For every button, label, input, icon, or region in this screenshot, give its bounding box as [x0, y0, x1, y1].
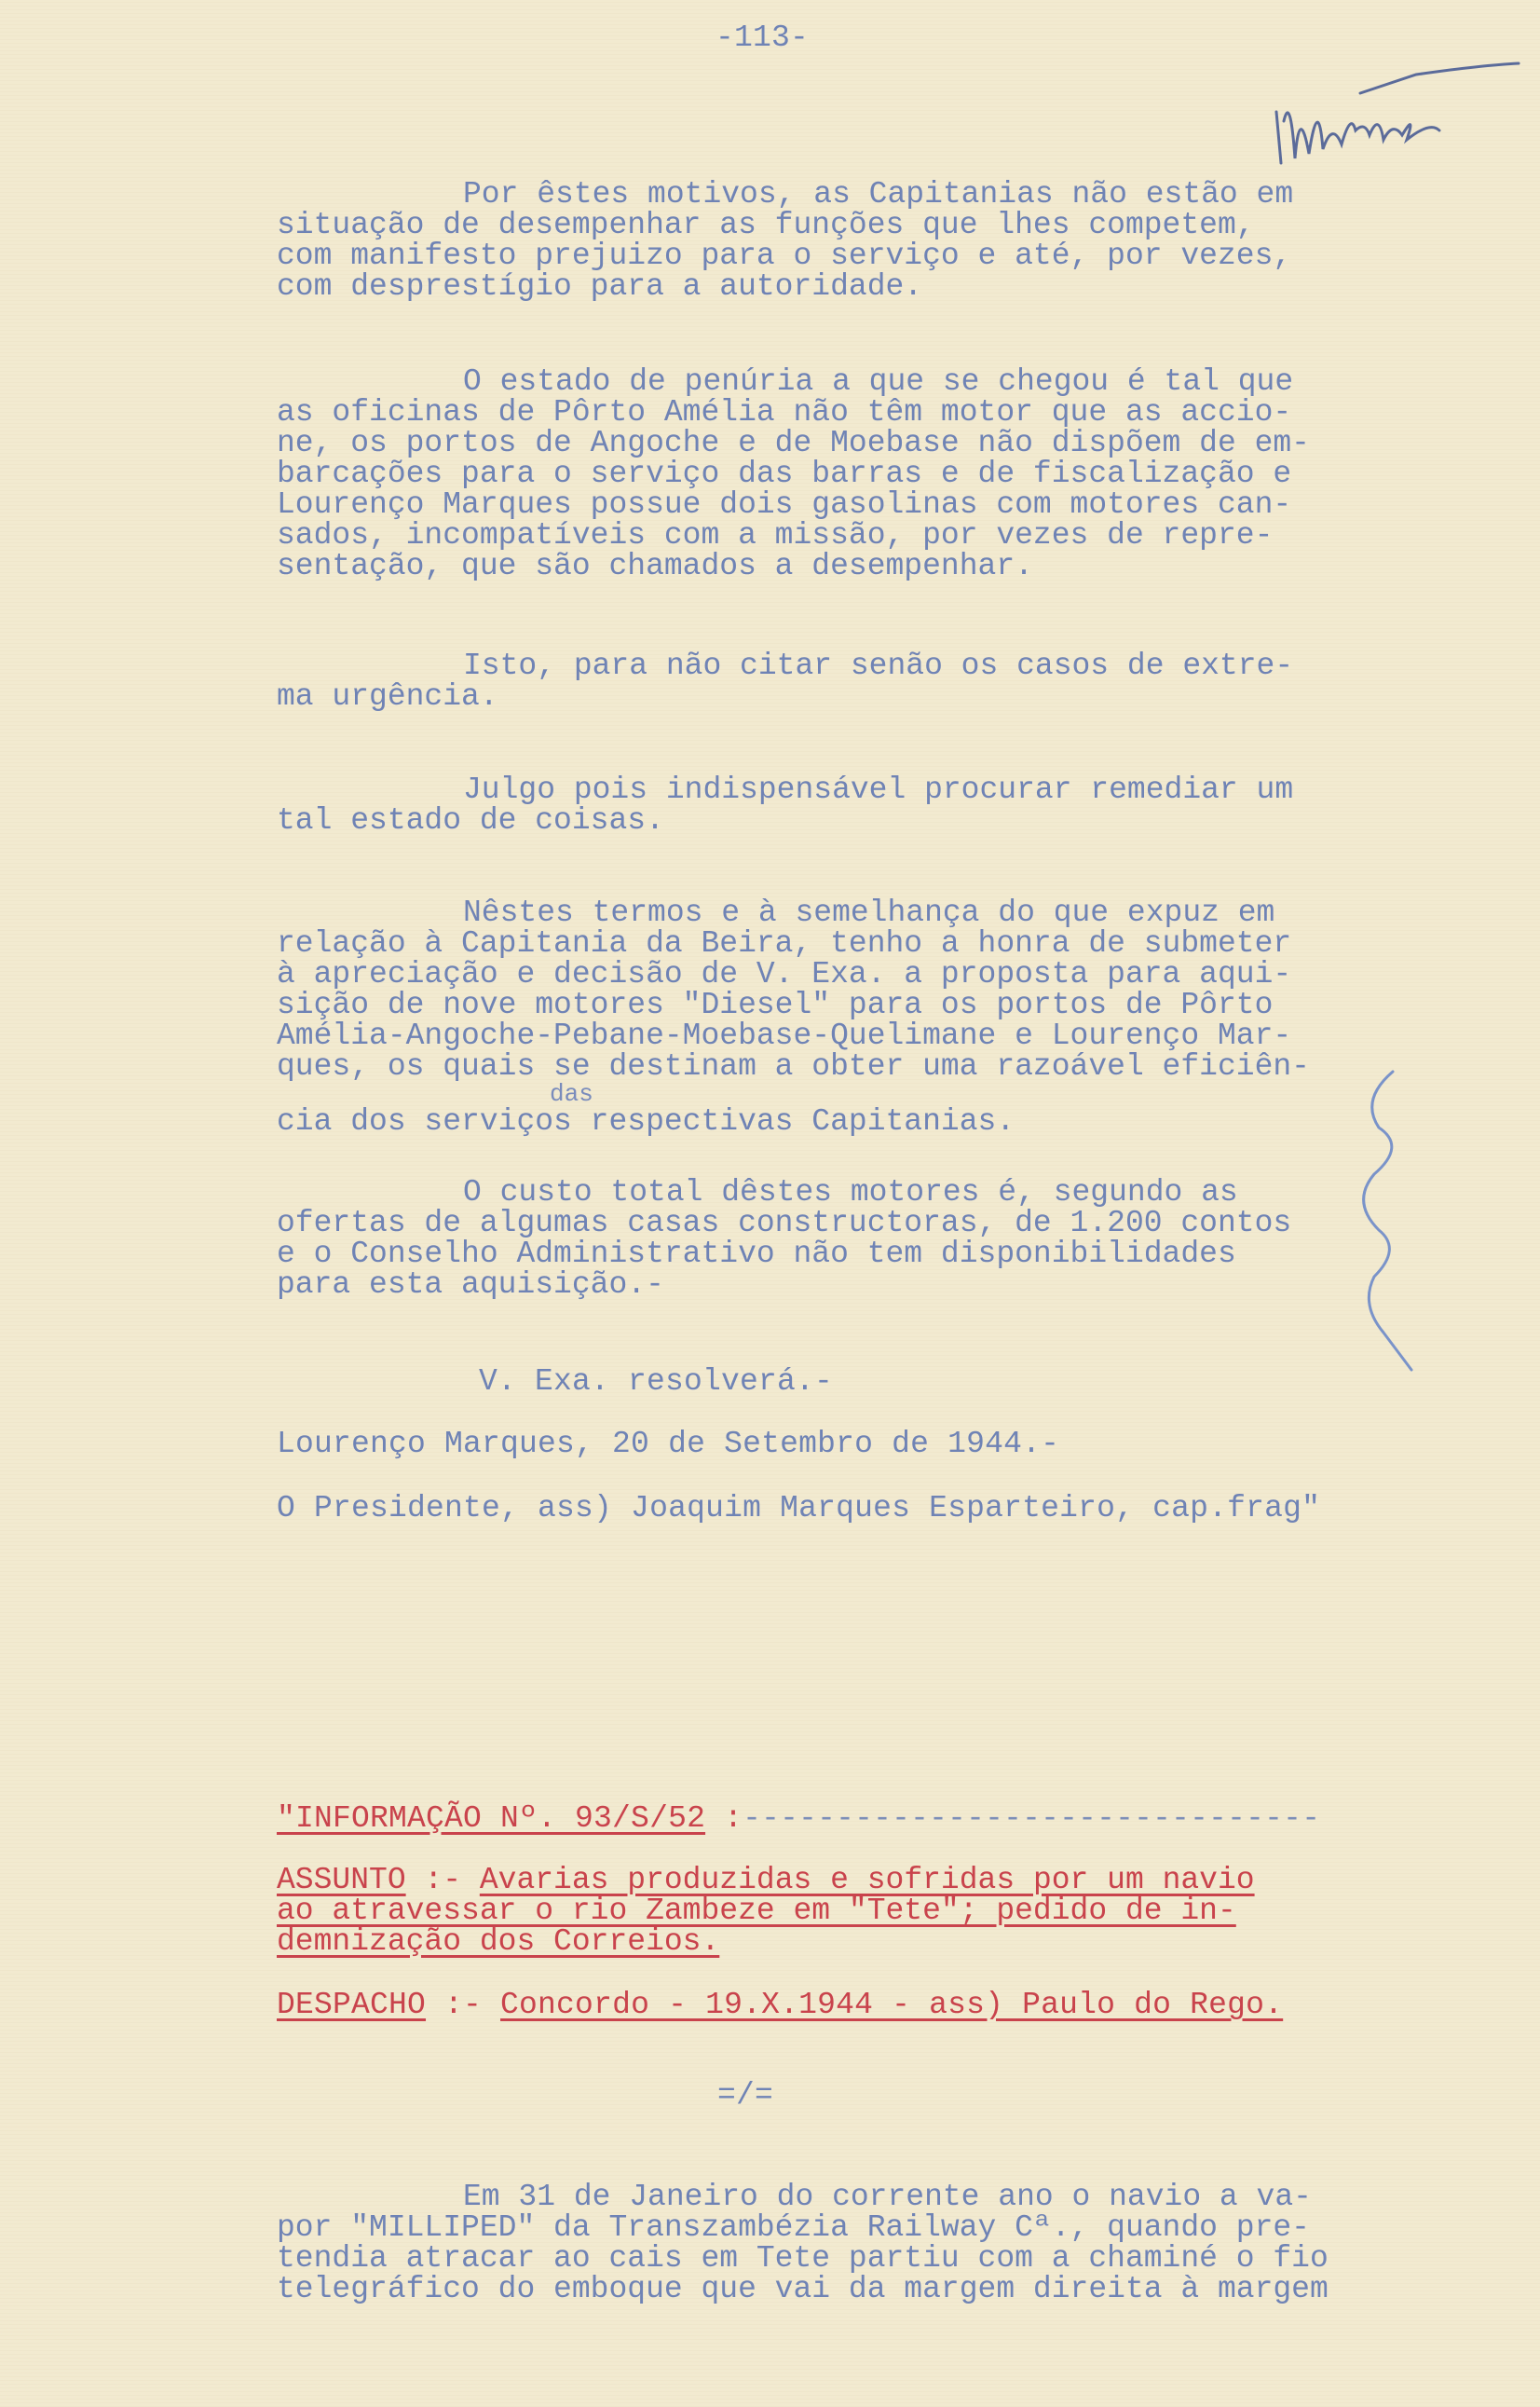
despacho-text: Concordo - 19.X.1944 - ass) Paulo do Rego. — [500, 1988, 1284, 2022]
assunto-line: Avarias produzidas e sofridas por um navio — [479, 1863, 1255, 1897]
paragraph-line: as oficinas de Pôrto Amélia não têm motor que as accio- — [277, 395, 1292, 430]
paragraph-line: Amélia-Angoche-Pebane-Moebase-Quelimane e Lourenço Mar- — [277, 1019, 1292, 1053]
section-divider: =/= — [717, 2078, 774, 2113]
informacao-heading — [277, 1803, 1320, 1834]
paragraph — [277, 366, 1310, 581]
assunto-line: ao atravessar o rio Zambeze em "Tete"; pedido de in- — [277, 1894, 1236, 1928]
paragraph-line: tendia atracar ao cais em Tete partiu com a chaminé o fio — [277, 2241, 1329, 2276]
paragraph-line: ofertas de algumas casas constructoras, de 1.200 contos — [277, 1206, 1292, 1240]
informacao-separator: : — [705, 1801, 743, 1836]
paragraph-line: Lourenço Marques possue dois gasolinas com motores can- — [277, 487, 1292, 522]
assunto-separator: :- — [405, 1863, 480, 1897]
paragraph-line: e o Conselho Administrativo não tem disponibilidades — [277, 1237, 1236, 1271]
final-paragraph — [277, 2181, 1329, 2304]
informacao-dashes: ------------------------------- — [743, 1801, 1321, 1836]
paragraph-line: situação de desempenhar as funções que lhes competem, — [277, 208, 1255, 242]
paragraph-line: sentação, que são chamados a desempenhar. — [277, 549, 1033, 583]
page-number: -113- — [715, 21, 810, 55]
paragraph — [277, 179, 1293, 302]
paragraph-line: O custo total dêstes motores é, segundo as — [463, 1175, 1238, 1210]
paragraph-line: com desprestígio para a autoridade. — [277, 269, 923, 304]
paragraph-line: ne, os portos de Angoche e de Moebase não dispõem de em- — [277, 426, 1310, 460]
despacho-line — [277, 1990, 1283, 2020]
paragraph-line: à apreciação e decisão de V. Exa. a proposta para aqui- — [277, 957, 1292, 992]
paragraph-line: Julgo pois indispensável procurar remediar um — [463, 773, 1294, 807]
paragraph-line: cia dos serviços respectivas Capitanias. — [277, 1104, 1015, 1139]
paragraph-line: ques, os quais se destinam a obter uma razoável eficiên- — [277, 1049, 1310, 1084]
paragraph — [277, 650, 1293, 712]
paragraph-line: O estado de penúria a que se chegou é tal que — [463, 364, 1294, 399]
paragraph-line: por "MILLIPED" da Transzambézia Railway Cª., quando pre- — [277, 2210, 1310, 2245]
paragraph-line: Isto, para não citar senão os casos de extre- — [463, 649, 1294, 683]
despacho-separator: :- — [426, 1988, 501, 2022]
pencil-margin-mark — [1323, 1062, 1435, 1379]
paragraph-line: relação à Capitania da Beira, tenho a honra de submeter — [277, 926, 1292, 961]
signed-by: O Presidente, ass) Joaquim Marques Esparteiro, cap.frag" — [277, 1491, 1321, 1525]
paragraph-line: tal estado de coisas. — [277, 803, 664, 838]
place-date: Lourenço Marques, 20 de Setembro de 1944.- — [277, 1427, 1060, 1461]
assunto-line: demnização dos Correios. — [277, 1924, 720, 1959]
paragraph — [277, 1177, 1291, 1300]
paragraph-line: barcações para o serviço das barras e de fiscalização e — [277, 457, 1292, 491]
paragraph-line: Em 31 de Janeiro do corrente ano o navio a va- — [463, 2180, 1312, 2214]
paragraph-line: sados, incompatíveis com a missão, por vezes de repre- — [277, 518, 1274, 553]
assunto-block — [277, 1865, 1255, 1957]
paragraph — [277, 774, 1293, 836]
handwritten-signature — [1267, 56, 1528, 177]
closing: V. Exa. resolverá.- — [479, 1364, 834, 1399]
paragraph-line: para esta aquisição.- — [277, 1267, 664, 1302]
paragraph — [277, 897, 1310, 1137]
paragraph-line: Por êstes motivos, as Capitanias não estão em — [463, 177, 1294, 212]
assunto-label: ASSUNTO — [277, 1863, 406, 1897]
despacho-label: DESPACHO — [277, 1988, 427, 2022]
paragraph-line: com manifesto prejuizo para o serviço e até, por vezes, — [277, 239, 1292, 273]
paragraph-line: sição de nove motores "Diesel" para os portos de Pôrto — [277, 988, 1274, 1022]
paragraph-line: Nêstes termos e à semelhança do que expuz em — [463, 896, 1275, 930]
paragraph-line: ma urgência. — [277, 679, 498, 714]
paragraph-line: telegráfico do emboque que vai da margem direita à margem — [277, 2272, 1329, 2306]
insertion-das: das — [550, 1080, 593, 1108]
informacao-label: "INFORMAÇÃO Nº. 93/S/52 — [277, 1801, 706, 1836]
